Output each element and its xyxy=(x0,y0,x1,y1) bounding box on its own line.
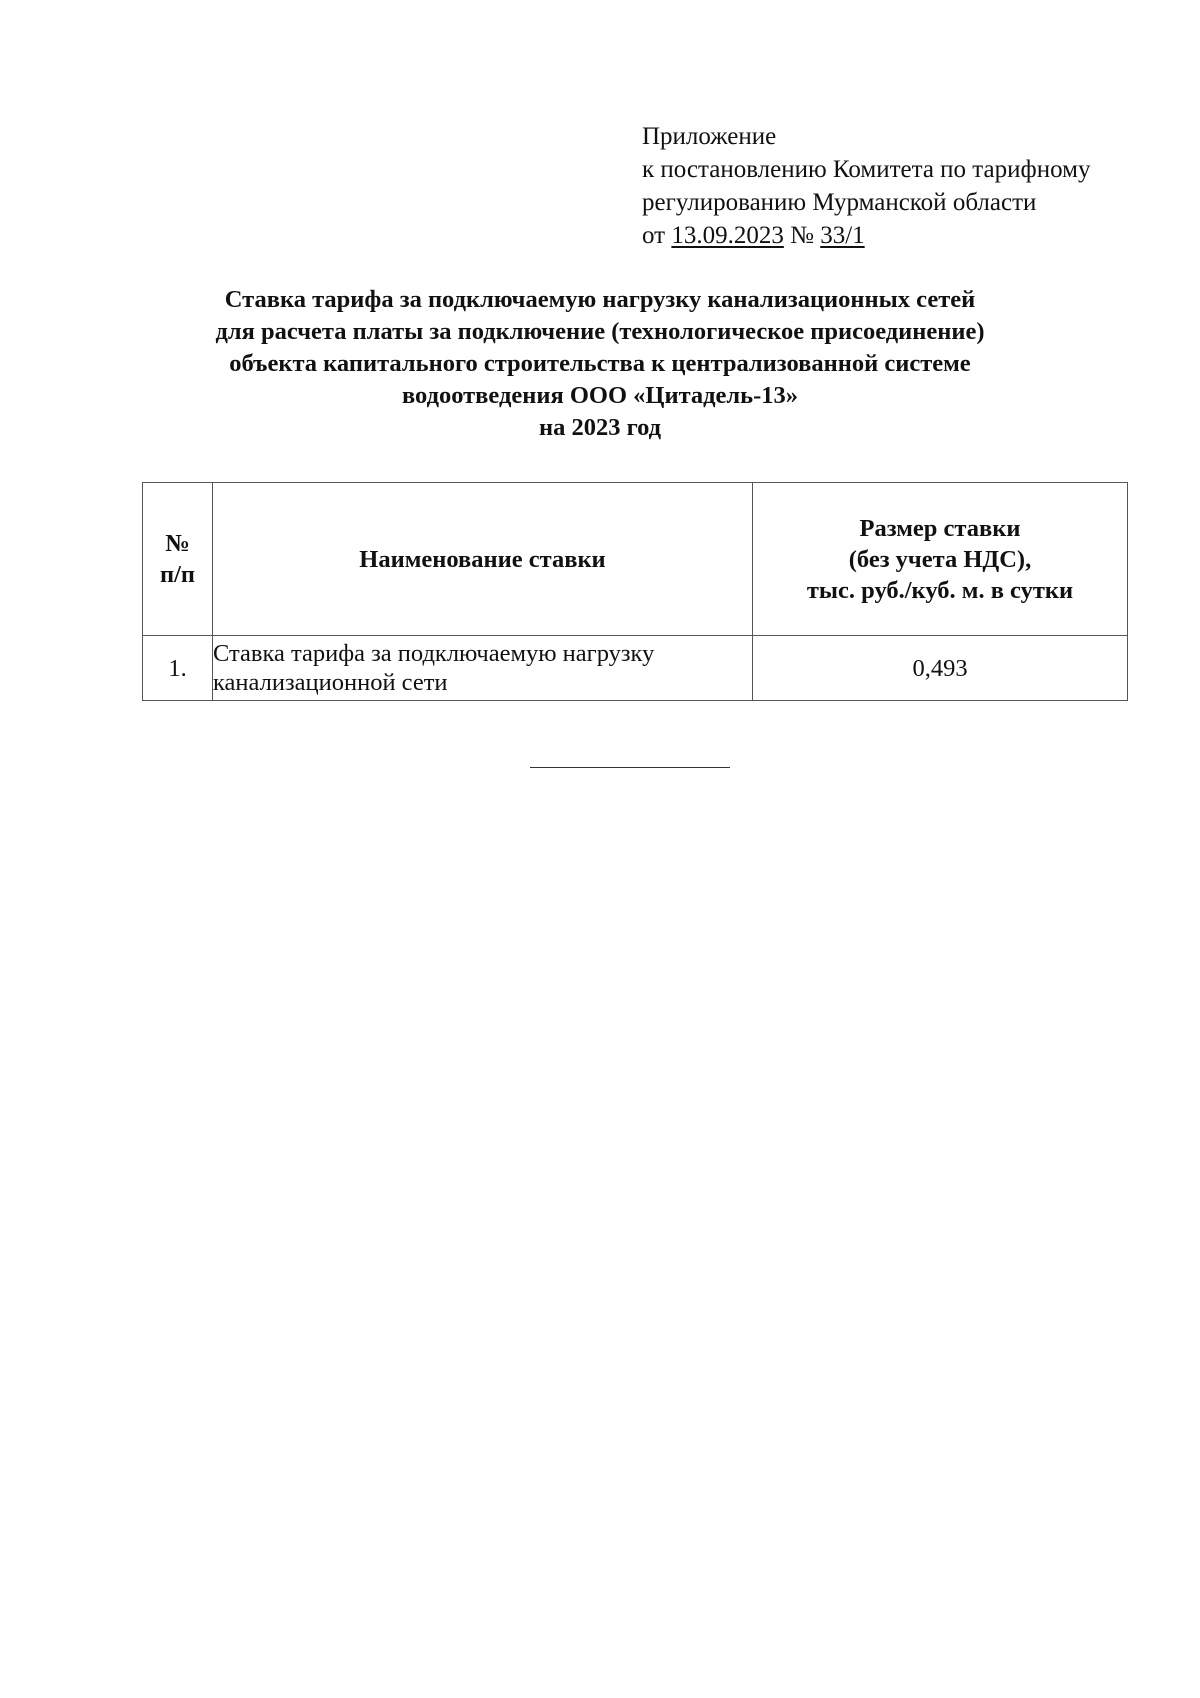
table-header-row xyxy=(143,483,1128,636)
row-name-line-1: Ставка тарифа за подключаемую нагрузку xyxy=(213,640,655,667)
appendix-line-3: регулированию Мурманской области xyxy=(642,189,1037,216)
row-name-line-2: канализационной сети xyxy=(213,669,448,696)
header-value-line-3: тыс. руб./куб. м. в сутки xyxy=(806,576,1074,604)
row-number: 1. xyxy=(143,636,213,701)
title-line-5: на 2023 год xyxy=(538,414,662,441)
closing-divider xyxy=(530,767,730,768)
row-value: 0,493 xyxy=(753,636,1128,701)
header-value-line-2: (без учета НДС), xyxy=(848,545,1032,573)
resolution-date: 13.09.2023 xyxy=(671,222,784,249)
header-number-line-1: № xyxy=(165,530,190,557)
appendix-date-line xyxy=(642,219,1090,252)
appendix-line-2: к постановлению Комитета по тарифному xyxy=(642,156,1091,183)
table-row xyxy=(143,636,1128,701)
date-prefix: от xyxy=(642,222,666,249)
header-name xyxy=(213,483,753,636)
header-number xyxy=(143,483,213,636)
rates-table xyxy=(142,482,1128,701)
header-value-line-1: Размер ставки xyxy=(859,514,1021,542)
title-line-1: Ставка тарифа за подключаемую нагрузку канализационных сетей xyxy=(224,286,976,313)
title-line-2: для расчета платы за подключение (технологическое присоединение) xyxy=(215,318,985,345)
title-line-3: объекта капитального строительства к централизованной системе xyxy=(229,350,971,377)
document-title xyxy=(100,284,1100,444)
number-sign: № xyxy=(790,222,814,249)
appendix-block xyxy=(642,120,1090,252)
resolution-number: 33/1 xyxy=(820,222,865,249)
header-name-label: Наименование ставки xyxy=(359,545,606,573)
appendix-line-1: Приложение xyxy=(642,123,777,150)
row-name xyxy=(213,636,753,701)
header-value xyxy=(753,483,1128,636)
title-line-4: водоотведения ООО «Цитадель-13» xyxy=(401,382,799,409)
header-number-line-2: п/п xyxy=(159,561,196,588)
